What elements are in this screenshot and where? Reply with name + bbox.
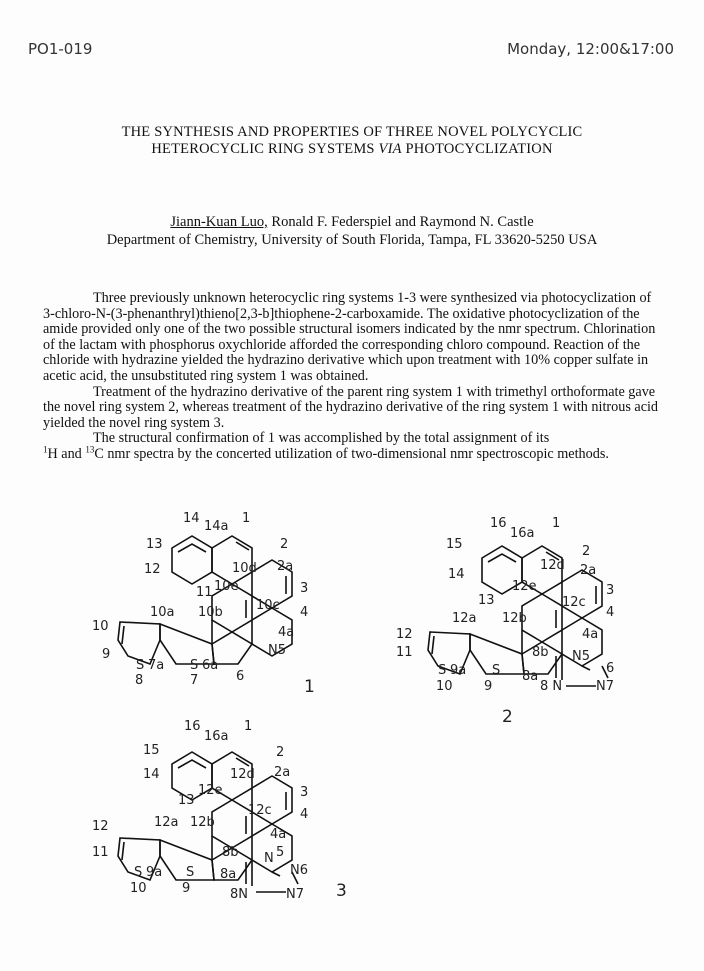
session-time: Monday, 12:00&17:00 (507, 40, 674, 58)
atom-label: 13 (146, 537, 163, 552)
atom-label: 15 (143, 743, 160, 758)
structure-3 (92, 719, 347, 902)
text: The structural confirmation of 1 was accomplished by the total assignment of its (93, 430, 550, 447)
atom-label: 8a (522, 669, 539, 684)
atom-label: 4a (278, 625, 295, 640)
atom-label: 14 (448, 567, 465, 582)
atom-label: 9a (146, 865, 163, 880)
atom-label: 4 (300, 807, 309, 822)
atom-label: 1 (244, 719, 253, 734)
title-line-1: THE SYNTHESIS AND PROPERTIES OF THREE NOVEL POLYCYCLIC (121, 124, 583, 140)
atom-label: N (264, 851, 274, 866)
atom-label: N7 (596, 679, 614, 694)
structure-1 (92, 511, 315, 697)
atom-label: 6a (202, 658, 219, 673)
atom-label: 10a (150, 605, 175, 620)
atom-label: 9 (182, 881, 191, 896)
atom-label: 12d (230, 767, 255, 782)
atom-label: 16a (510, 526, 535, 541)
atom-label: 12d (540, 558, 565, 573)
abstract-paragraph: Treatment of the hydrazino derivative of the parent ring system 1 with trimethyl orthoformate gave the novel ring system 2, whereas treatment of the hydrazino derivative of the ring system 1 with nitrous acid yielded the novel ring system 3. (43, 383, 659, 431)
atom-label: N5 (572, 649, 590, 664)
atom-label: 1 (552, 516, 561, 531)
atom-label: 4 (606, 605, 615, 620)
atom-label: 12a (154, 815, 179, 830)
atom-label: 2a (274, 765, 291, 780)
atom-label: 6 (236, 669, 245, 684)
atom-label: 8 (135, 673, 144, 688)
atom-label: 4a (582, 627, 599, 642)
atom-label: 7 (190, 673, 199, 688)
abstract-paragraph: Three previously unknown heterocyclic ring systems 1-3 were synthesized via photocyclization of 3-chloro-N-(3-phenanthryl)thieno[2,3-b]thiophene-2-carboxamide. The oxidative photocyclization of the amide provided only one of the two possible structural isomers indicated by the nmr spectrum. Chlorination of the lactam with phosphorus oxychloride afforded the corresponding chloro compound. Reaction of the chloride with hydrazine yielded the hydrazino derivative which upon treatment with 10% copper sulfate in acetic acid, the unsubstituted ring system 1 was obtained. (43, 290, 656, 384)
atom-label: 4 (300, 605, 309, 620)
atom-label: 10 (436, 679, 453, 694)
atom-label: S (190, 658, 199, 673)
atom-label: S (438, 663, 447, 678)
atom-label: 16 (490, 516, 507, 531)
atom-label: 2 (280, 537, 289, 552)
text: C nmr spectra by the concerted utilization of two-dimensional nmr spectroscopic methods. (94, 445, 609, 462)
compound-number: 2 (502, 707, 513, 727)
atom-label: 12b (190, 815, 215, 830)
atom-label: 10 (92, 619, 109, 634)
atom-label: 15 (446, 537, 463, 552)
atom-label: 9 (102, 647, 111, 662)
atom-label: 12 (144, 562, 161, 577)
atom-label: 12 (92, 819, 109, 834)
atom-label: 16 (184, 719, 201, 734)
atom-label: 8 N (540, 679, 563, 694)
atom-label: 9a (450, 663, 467, 678)
atom-label: 12b (502, 611, 527, 626)
structure-2 (396, 516, 614, 727)
atom-label: S (186, 865, 195, 880)
affiliation: Department of Chemistry, University of South Florida, Tampa, FL 33620-5250 USA (106, 232, 598, 248)
compound-number: 3 (336, 881, 347, 901)
text: H and (47, 445, 86, 462)
abstract-code: PO1-019 (28, 40, 93, 58)
co-authors: Ronald F. Federspiel and Raymond N. Castle (267, 214, 534, 230)
title-text: HETEROCYCLIC RING SYSTEMS (151, 141, 379, 157)
atom-label: 2 (582, 544, 591, 559)
atom-label: 13 (178, 793, 195, 808)
atom-label: 8b (222, 845, 239, 860)
atom-label: 11 (396, 645, 413, 660)
atom-label: 1 (242, 511, 251, 526)
atom-label: 3 (606, 583, 615, 598)
atom-label: 11 (92, 845, 109, 860)
atom-label: S (136, 658, 145, 673)
atom-label: 7a (148, 658, 165, 673)
atom-label: 2a (580, 563, 597, 578)
atom-label: 14a (204, 519, 229, 534)
atom-label: 3 (300, 785, 309, 800)
atom-label: 8a (220, 867, 237, 882)
atom-label: S (134, 865, 143, 880)
title-via: VIA (378, 141, 402, 157)
atom-label: 2a (277, 559, 294, 574)
atom-label: 12e (512, 579, 537, 594)
superscript: 1 (43, 444, 48, 455)
atom-label: 10d (232, 561, 257, 576)
atom-label: 14 (183, 511, 200, 526)
atom-label: 14 (143, 767, 160, 782)
atom-label: 5 (276, 845, 285, 860)
atom-label: 10 (130, 881, 147, 896)
atom-label: 13 (478, 593, 495, 608)
atom-label: 6 (606, 661, 615, 676)
atom-label: 12c (562, 595, 586, 610)
atom-label: 10e (214, 579, 239, 594)
atom-label: 11 (196, 585, 213, 600)
atom-label: 4a (270, 827, 287, 842)
atom-label: 2 (276, 745, 285, 760)
atom-label: N7 (286, 887, 304, 902)
atom-label: 12c (248, 803, 272, 818)
atom-label: 8N (230, 887, 248, 902)
atom-label: 9 (484, 679, 493, 694)
atom-label: 10b (198, 605, 223, 620)
atom-label: 3 (300, 581, 309, 596)
title-text: PHOTOCYCLIZATION (401, 141, 553, 157)
presenting-author: Jiann-Kuan Luo, (170, 214, 268, 230)
atom-label: 12 (396, 627, 413, 642)
atom-label: S (492, 663, 501, 678)
compound-number: 1 (304, 677, 315, 697)
superscript: 13 (85, 444, 95, 455)
atom-label: 16a (204, 729, 229, 744)
atom-label: N6 (290, 863, 308, 878)
atom-label: 10c (256, 598, 280, 613)
atom-label: 8b (532, 645, 549, 660)
atom-label: 12e (198, 783, 223, 798)
atom-label: N5 (268, 643, 286, 658)
atom-label: 12a (452, 611, 477, 626)
